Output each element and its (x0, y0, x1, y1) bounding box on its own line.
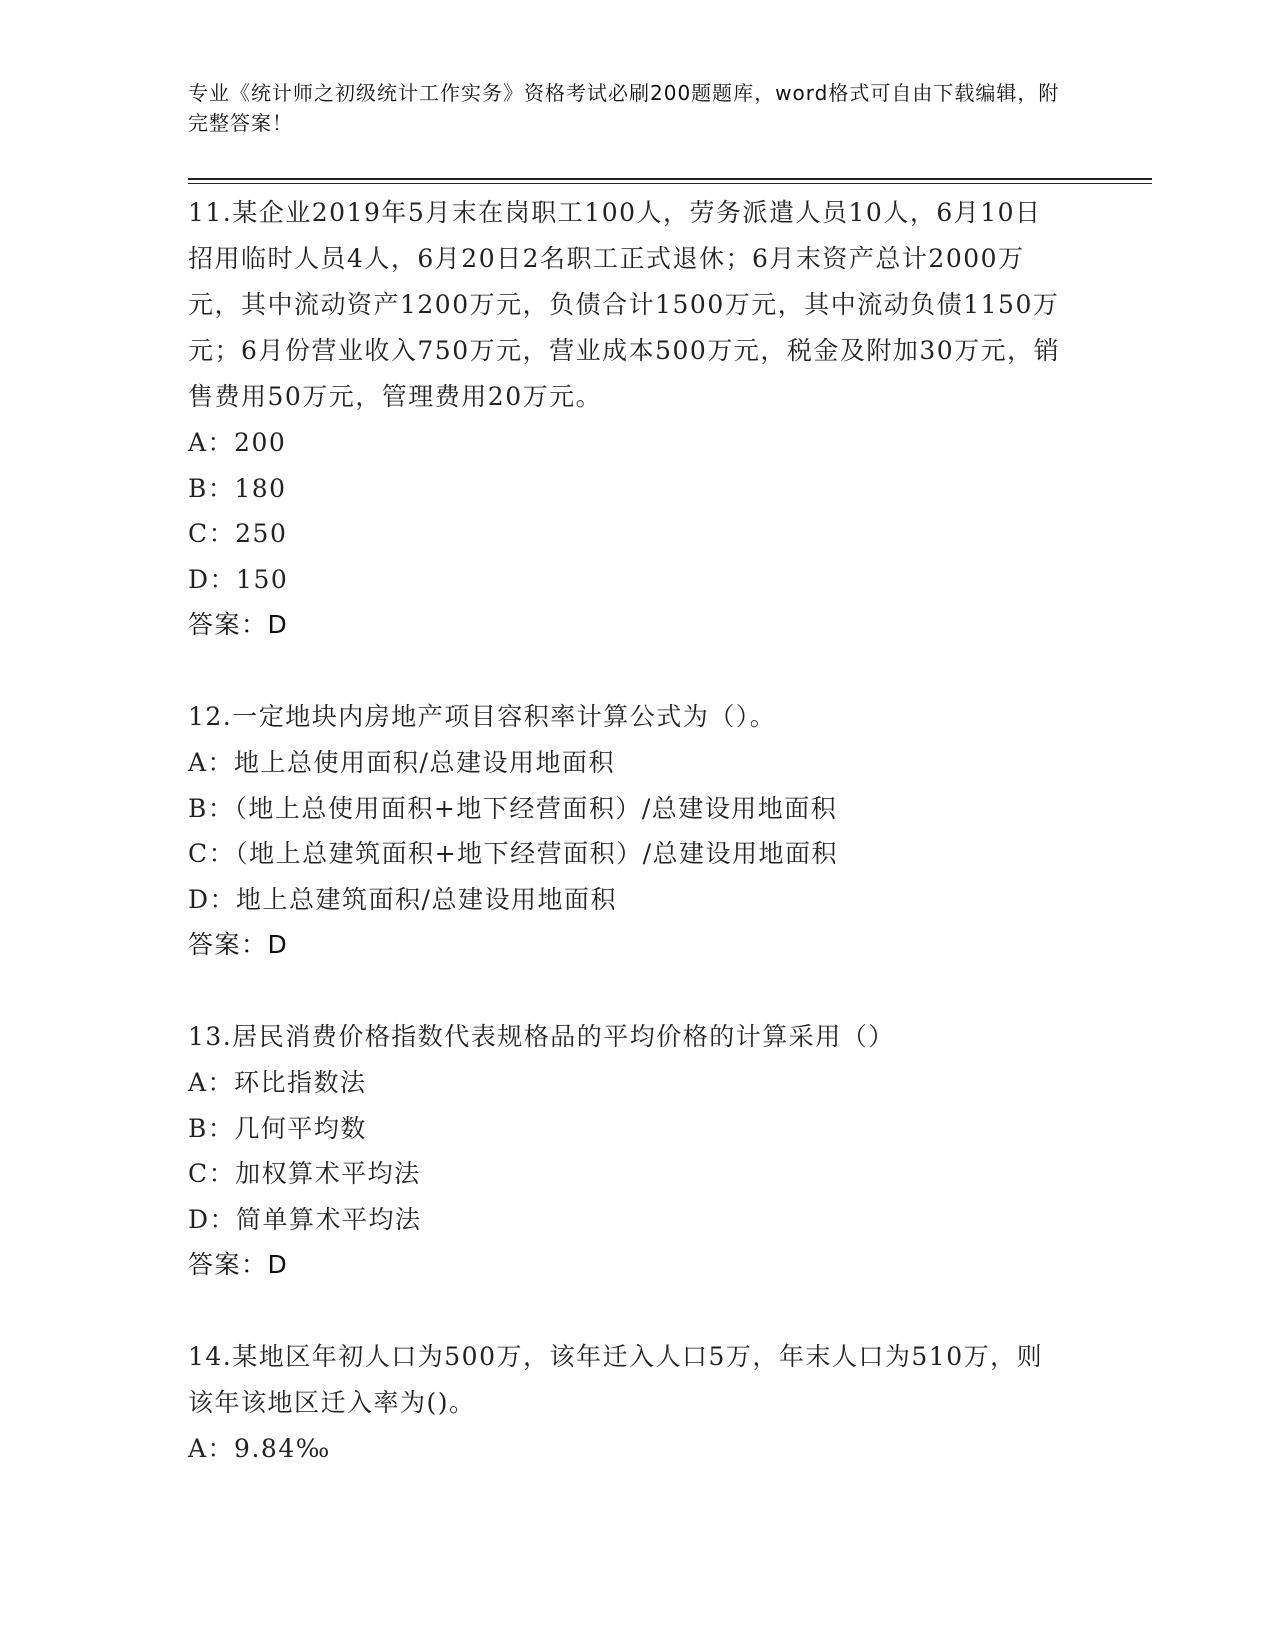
answer: 答案：D (188, 1250, 289, 1279)
answer: 答案：D (188, 610, 289, 639)
option-b: B：180 (188, 473, 287, 503)
page-header: 专业《统计师之初级统计工作实务》资格考试必刷200题题库，word格式可自由下载编辑，附完整答案！ (188, 81, 1060, 135)
option-b: B：几何平均数 (188, 1113, 367, 1143)
question-14 (188, 1334, 1068, 1472)
spacer (188, 968, 1068, 1014)
header-divider (188, 178, 1152, 180)
spacer (188, 1288, 1068, 1334)
spacer (188, 648, 1068, 694)
option-a: A：9.84‰ (188, 1434, 331, 1463)
option-a: A：环比指数法 (188, 1068, 367, 1097)
option-c: C：250 (188, 519, 288, 548)
option-a: A：地上总使用面积/总建设用地面积 (188, 748, 615, 777)
answer: 答案：D (188, 930, 289, 959)
question-stem: 14.某地区年初人口为500万，该年迁入人口5万，年末人口为510万，则该年该地区迁入率为()。 (188, 1342, 1044, 1417)
option-d: D：简单算术平均法 (188, 1204, 422, 1234)
header-divider-thin (188, 183, 1152, 184)
option-c: C：（地上总建筑面积+地下经营面积）/总建设用地面积 (188, 839, 839, 868)
question-stem: 12.一定地块内房地产项目容积率计算公式为（）。 (188, 702, 777, 731)
question-stem: 13.居民消费价格指数代表规格品的平均价格的计算采用（） (188, 1022, 895, 1051)
option-d: D：150 (188, 564, 289, 594)
question-stem: 11.某企业2019年5月末在岗职工100人，劳务派遣人员10人，6月10日招用临时人员4人，6月20日2名职工正式退休；6月末资产总计2000万元，其中流动资产1200万元，负债合计1500万元，其中流动负债1150万元；6月份营业收入750万元，营业成本500万元，税金及附加30万元，销售费用50万元，管理费用20万元。 (188, 198, 1061, 411)
question-list (188, 190, 1068, 1472)
question-13 (188, 1014, 1068, 1288)
option-a: A：200 (188, 428, 287, 457)
option-b: B：（地上总使用面积+地下经营面积）/总建设用地面积 (188, 793, 838, 823)
question-12 (188, 694, 1068, 968)
question-11 (188, 190, 1068, 648)
option-c: C：加权算术平均法 (188, 1159, 421, 1188)
option-d: D：地上总建筑面积/总建设用地面积 (188, 884, 617, 914)
